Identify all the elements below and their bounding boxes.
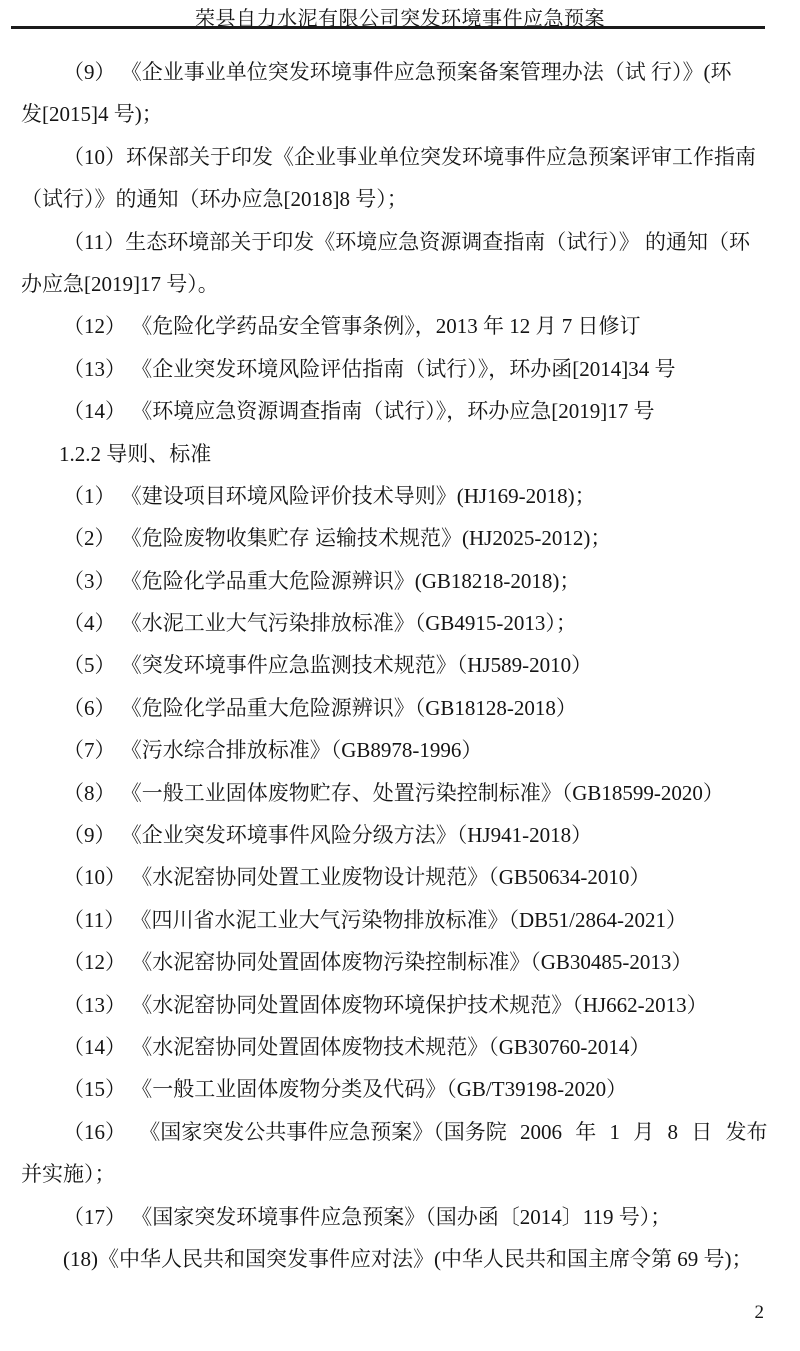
document-line: 并实施）； bbox=[21, 1162, 116, 1187]
document-line: （7） 《污水综合排放标准》（GB8978-1996） bbox=[63, 738, 483, 763]
document-line: （5） 《突发环境事件应急监测技术规范》（HJ589-2010） bbox=[63, 653, 593, 678]
document-line: 发[2015]4 号)； bbox=[21, 102, 163, 127]
document-line: （13） 《企业突发环境风险评估指南（试行）》，环办函[2014]34 号 bbox=[63, 356, 676, 381]
document-line: （1） 《建设项目环境风险评价技术导则》(HJ169-2018)； bbox=[63, 483, 596, 508]
document-body bbox=[21, 51, 783, 1280]
document-line: （10）环保部关于印发《企业事业单位突发环境事件应急预案评审工作指南 bbox=[63, 144, 756, 169]
document-line: （13） 《水泥窑协同处置固体废物环境保护技术规范》（HJ662-2013） bbox=[63, 992, 708, 1017]
document-line: （17） 《国家突发环境事件应急预案》（国办函〔2014〕119 号）； bbox=[63, 1204, 672, 1229]
header-rule-divider bbox=[11, 26, 765, 29]
document-line: （11）生态环境部关于印发《环境应急资源调查指南（试行）》 的通知（环 bbox=[63, 229, 750, 254]
document-line: （6） 《危险化学品重大危险源辨识》（GB18128-2018） bbox=[63, 695, 577, 720]
document-line: （9） 《企业事业单位突发环境事件应急预案备案管理办法（试 行）》(环 bbox=[63, 60, 732, 84]
document-line: （12） 《水泥窑协同处置固体废物污染控制标准》（GB30485-2013） bbox=[63, 950, 693, 975]
document-line: （11） 《四川省水泥工业大气污染物排放标准》（DB51/2864-2021） bbox=[63, 907, 687, 932]
section-heading: 1.2.2 导则、标准 bbox=[59, 441, 212, 466]
document-line: （14） 《环境应急资源调查指南（试行）》，环办应急[2019]17 号 bbox=[63, 399, 655, 424]
document-line: （3） 《危险化学品重大危险源辨识》(GB18218-2018)； bbox=[63, 568, 581, 593]
document-line: （4） 《水泥工业大气污染排放标准》（GB4915-2013）； bbox=[63, 611, 577, 636]
document-line: （2） 《危险废物收集贮存 运输技术规范》(HJ2025-2012)； bbox=[63, 526, 612, 551]
document-line: （10） 《水泥窑协同处置工业废物设计规范》（GB50634-2010） bbox=[63, 865, 651, 890]
page-number: 2 bbox=[754, 1302, 764, 1323]
document-line: （8） 《一般工业固体废物贮存、处置污染控制标准》（GB18599-2020） bbox=[63, 780, 724, 805]
document-line: （15） 《一般工业固体废物分类及代码》（GB/T39198-2020） bbox=[63, 1077, 628, 1102]
document-line: （9） 《企业突发环境事件风险分级方法》（HJ941-2018） bbox=[63, 823, 593, 848]
document-line: （试行）》的通知（环办应急[2018]8 号）； bbox=[21, 187, 408, 212]
document-line: (18)《中华人民共和国突发事件应对法》(中华人民共和国主席令第 69 号)； bbox=[63, 1246, 753, 1271]
document-line: 办应急[2019]17 号）。 bbox=[21, 271, 219, 296]
document-line: （16） 《国家突发公共事件应急预案》（国务院 2006 年 1 月 8 日 发布 bbox=[63, 1119, 768, 1144]
document-line: （12） 《危险化学药品安全管事条例》，2013 年 12 月 7 日修订 bbox=[63, 314, 641, 339]
document-line: （14） 《水泥窑协同处置固体废物技术规范》（GB30760-2014） bbox=[63, 1034, 651, 1059]
page-header-title: 荣县自力水泥有限公司突发环境事件应急预案 bbox=[195, 8, 605, 30]
